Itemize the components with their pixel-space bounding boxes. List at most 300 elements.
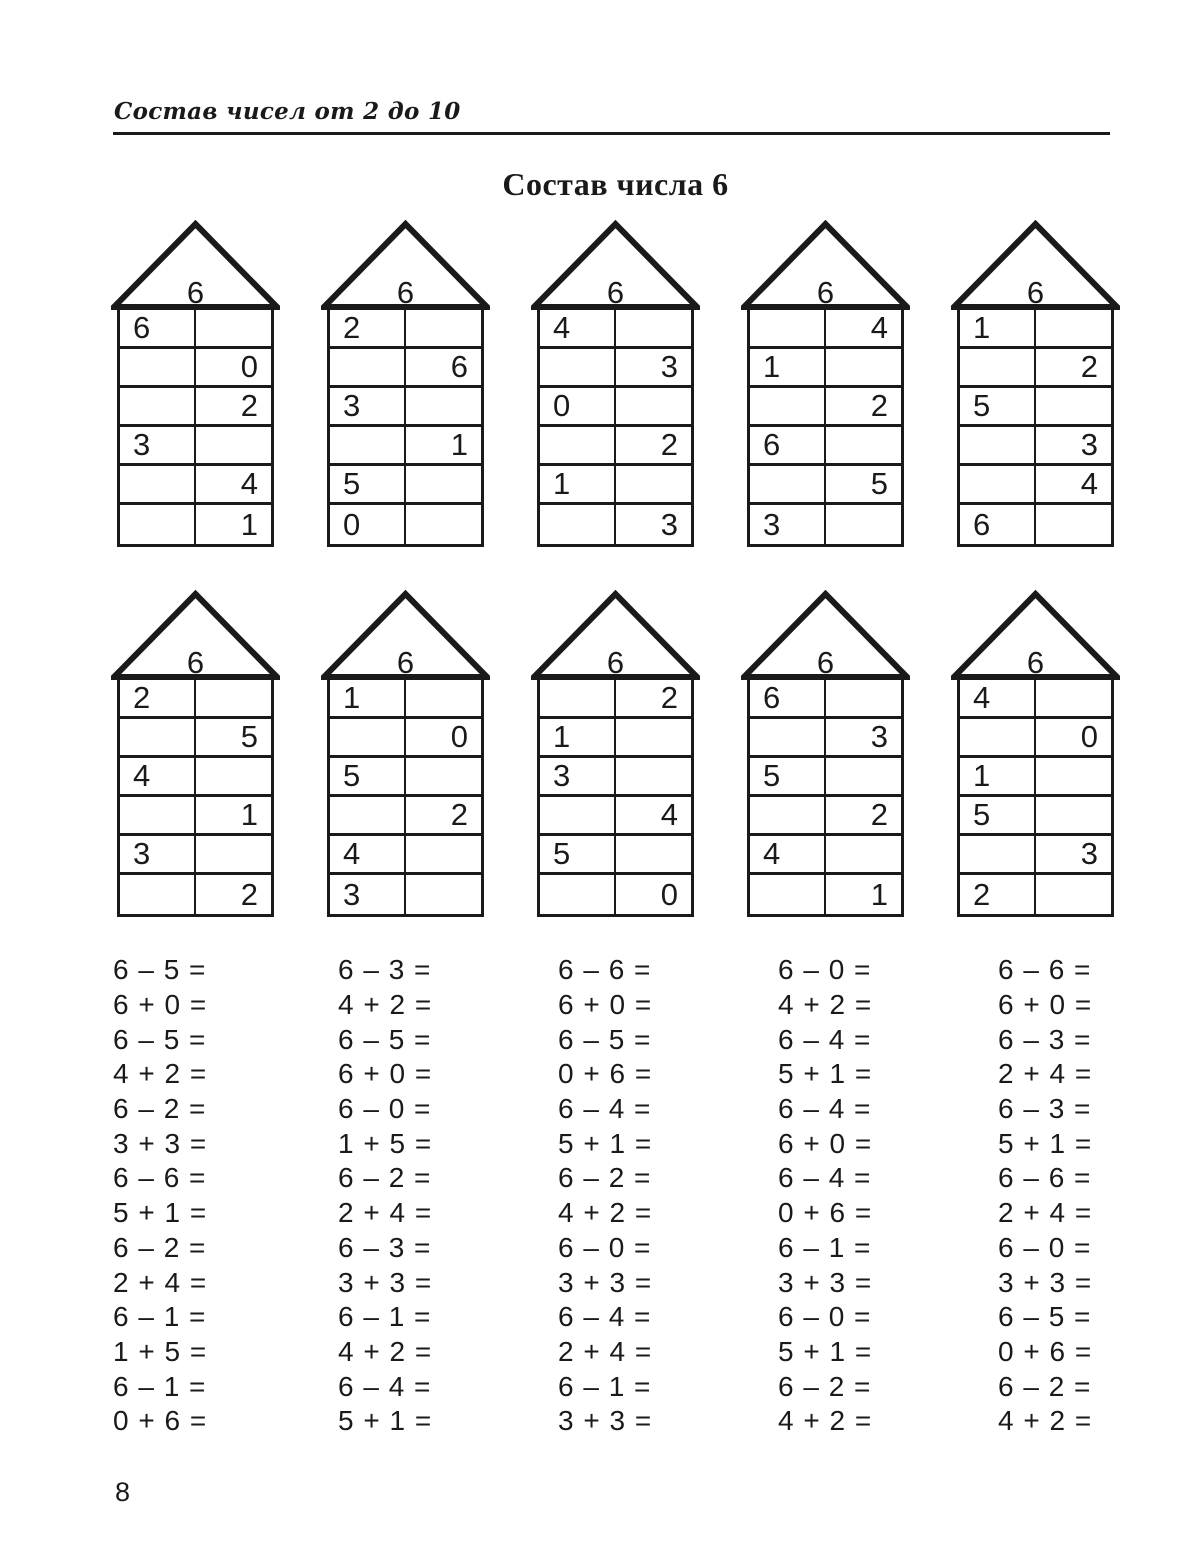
house-row — [330, 875, 481, 914]
cell-number: 5 — [343, 466, 361, 501]
cell-number: 2 — [870, 388, 888, 423]
answer-cell-blank[interactable] — [406, 388, 482, 424]
exercise-line: 4 + 2 = — [778, 989, 872, 1021]
cell-number: 1 — [240, 506, 258, 542]
exercise-line: 6 + 0 = — [338, 1058, 432, 1090]
answer-cell-blank[interactable] — [120, 719, 196, 755]
answer-cell-blank[interactable] — [960, 719, 1036, 755]
answer-cell-blank[interactable] — [120, 388, 196, 424]
cell-number: 2 — [240, 876, 258, 912]
house-body — [117, 310, 274, 547]
number-house — [747, 590, 904, 917]
house-row — [330, 758, 481, 797]
house-row — [120, 680, 271, 719]
house-cell-number — [406, 427, 482, 463]
house-cell-number — [196, 875, 272, 914]
exercise-column — [338, 953, 468, 1439]
house-cell-number — [1036, 349, 1112, 385]
house-row — [120, 758, 271, 797]
house-row — [330, 680, 481, 719]
house-row — [750, 875, 901, 914]
house-row — [750, 758, 901, 797]
exercise-line: 6 – 4 = — [558, 1301, 651, 1333]
house-cell-number — [330, 680, 406, 716]
exercise-line: 3 + 3 = — [558, 1405, 652, 1437]
exercise-line: 6 – 6 = — [998, 954, 1091, 986]
house-cell-number — [960, 505, 1036, 544]
cell-number: 6 — [763, 680, 781, 715]
house-cell-number — [616, 797, 692, 833]
house-row — [120, 719, 271, 758]
exercise-line: 6 – 0 = — [778, 954, 871, 986]
house-cell-number — [406, 797, 482, 833]
answer-cell-blank[interactable] — [1036, 388, 1112, 424]
exercise-line: 6 – 1 = — [778, 1231, 871, 1263]
house-body — [747, 310, 904, 547]
house-cell-number — [616, 680, 692, 716]
exercise-line: 6 – 6 = — [998, 1162, 1091, 1194]
cell-number: 6 — [973, 506, 991, 542]
answer-cell-blank[interactable] — [406, 836, 482, 872]
house-row — [750, 466, 901, 505]
cell-number: 2 — [1080, 349, 1098, 384]
house-row — [120, 427, 271, 466]
cell-number: 2 — [240, 388, 258, 423]
cell-number: 4 — [133, 758, 151, 793]
house-roof — [951, 590, 1120, 680]
house-row — [120, 349, 271, 388]
house-cell-number — [1036, 836, 1112, 872]
answer-cell-blank[interactable] — [616, 466, 692, 502]
cell-number: 5 — [870, 466, 888, 501]
answer-cell-blank[interactable] — [750, 875, 826, 914]
house-row — [120, 797, 271, 836]
answer-cell-blank[interactable] — [540, 797, 616, 833]
cell-number: 3 — [343, 876, 361, 912]
exercise-line: 3 + 3 = — [778, 1266, 872, 1298]
cell-number: 4 — [240, 466, 258, 501]
exercise-line: 0 + 6 = — [558, 1058, 652, 1090]
exercise-line: 6 – 4 = — [338, 1370, 431, 1402]
cell-number: 0 — [660, 876, 678, 912]
house-cell-number — [196, 388, 272, 424]
answer-cell-blank[interactable] — [406, 310, 482, 346]
house-cell-number — [616, 875, 692, 914]
exercise-column — [998, 953, 1128, 1439]
house-cell-number — [330, 758, 406, 794]
house-row — [960, 875, 1111, 914]
house-row — [750, 349, 901, 388]
roof-number: 6 — [816, 645, 835, 680]
answer-cell-blank[interactable] — [616, 836, 692, 872]
exercise-line: 4 + 2 = — [338, 1335, 432, 1367]
exercise-line: 3 + 3 = — [113, 1127, 207, 1159]
cell-number: 5 — [763, 758, 781, 793]
exercise-line: 6 – 4 = — [778, 1162, 871, 1194]
answer-cell-blank[interactable] — [330, 719, 406, 755]
house-row — [750, 310, 901, 349]
answer-cell-blank[interactable] — [750, 719, 826, 755]
house-row — [750, 719, 901, 758]
house-row — [540, 310, 691, 349]
answer-cell-blank[interactable] — [196, 758, 272, 794]
house-body — [327, 310, 484, 547]
house-row — [540, 719, 691, 758]
house-row — [330, 388, 481, 427]
answer-cell-blank[interactable] — [196, 680, 272, 716]
roof-number: 6 — [606, 645, 625, 680]
roof-number: 6 — [606, 275, 625, 310]
house-cell-number — [406, 719, 482, 755]
house-row — [540, 836, 691, 875]
exercise-line: 1 + 5 = — [338, 1127, 432, 1159]
house-cell-number — [826, 875, 902, 914]
exercise-line: 4 + 2 = — [558, 1197, 652, 1229]
answer-cell-blank[interactable] — [960, 836, 1036, 872]
exercise-line: 6 – 5 = — [113, 1023, 206, 1055]
page-title: Состав числа 6 — [502, 166, 729, 202]
exercise-line: 6 – 4 = — [778, 1023, 871, 1055]
cell-number: 2 — [870, 797, 888, 832]
house-row — [960, 505, 1111, 544]
exercise-line: 6 – 3 = — [338, 1231, 431, 1263]
cell-number: 4 — [553, 310, 571, 345]
answer-cell-blank[interactable] — [120, 875, 196, 914]
house-cell-number — [540, 466, 616, 502]
number-house — [747, 220, 904, 547]
exercise-line: 4 + 2 = — [778, 1405, 872, 1437]
house-row — [960, 680, 1111, 719]
answer-cell-blank[interactable] — [616, 719, 692, 755]
house-cell-number — [196, 505, 272, 544]
exercise-line: 6 – 2 = — [113, 1231, 206, 1263]
answer-cell-blank[interactable] — [616, 310, 692, 346]
house-row — [120, 875, 271, 914]
answer-cell-blank[interactable] — [826, 836, 902, 872]
house-cell-number — [826, 719, 902, 755]
answer-cell-blank[interactable] — [960, 466, 1036, 502]
exercise-line: 4 + 2 = — [998, 1405, 1092, 1437]
exercise-line: 6 – 1 = — [113, 1301, 206, 1333]
answer-cell-blank[interactable] — [120, 349, 196, 385]
answer-cell-blank[interactable] — [750, 797, 826, 833]
exercise-line: 6 – 5 = — [113, 954, 206, 986]
house-body — [957, 310, 1114, 547]
exercise-line: 6 – 0 = — [558, 1231, 651, 1263]
house-row — [540, 797, 691, 836]
page-number: 8 — [115, 1477, 131, 1507]
cell-number: 6 — [133, 310, 151, 345]
house-cell-number — [120, 310, 196, 346]
answer-cell-blank[interactable] — [826, 505, 902, 544]
exercise-line: 6 + 0 = — [558, 989, 652, 1021]
cell-number: 5 — [240, 719, 258, 754]
house-cell-number — [826, 310, 902, 346]
house-roof — [111, 590, 280, 680]
exercise-line: 3 + 3 = — [558, 1266, 652, 1298]
answer-cell-blank[interactable] — [120, 466, 196, 502]
cell-number: 3 — [133, 836, 151, 871]
exercise-line: 6 – 2 = — [558, 1162, 651, 1194]
answer-cell-blank[interactable] — [826, 349, 902, 385]
answer-cell-blank[interactable] — [196, 310, 272, 346]
house-cell-number — [330, 310, 406, 346]
exercise-line: 6 – 0 = — [778, 1301, 871, 1333]
house-cell-number — [826, 388, 902, 424]
house-row — [960, 310, 1111, 349]
number-house — [537, 220, 694, 547]
house-row — [540, 466, 691, 505]
exercise-line: 2 + 4 = — [998, 1058, 1092, 1090]
number-house — [957, 590, 1114, 917]
answer-cell-blank[interactable] — [750, 310, 826, 346]
answer-cell-blank[interactable] — [406, 505, 482, 544]
cell-number: 3 — [343, 388, 361, 423]
exercise-line: 3 + 3 = — [998, 1266, 1092, 1298]
exercise-line: 5 + 1 = — [338, 1405, 432, 1437]
number-house — [117, 220, 274, 547]
house-cell-number — [196, 719, 272, 755]
answer-cell-blank[interactable] — [616, 388, 692, 424]
answer-cell-blank[interactable] — [960, 349, 1036, 385]
roof-number: 6 — [396, 645, 415, 680]
cell-number: 5 — [553, 836, 571, 871]
house-cell-number — [120, 680, 196, 716]
house-roof — [741, 590, 910, 680]
answer-cell-blank[interactable] — [540, 505, 616, 544]
house-cell-number — [540, 836, 616, 872]
house-cell-number — [750, 758, 826, 794]
exercise-line: 2 + 4 = — [998, 1197, 1092, 1229]
house-row — [330, 349, 481, 388]
house-cell-number — [196, 349, 272, 385]
answer-cell-blank[interactable] — [540, 427, 616, 463]
roof-number: 6 — [396, 275, 415, 310]
cell-number: 3 — [763, 506, 781, 542]
exercise-line: 6 + 0 = — [998, 989, 1092, 1021]
house-cell-number — [616, 505, 692, 544]
cell-number: 0 — [1080, 719, 1098, 754]
house-cell-number — [960, 797, 1036, 833]
house-cell-number — [960, 758, 1036, 794]
cell-number: 2 — [660, 427, 678, 462]
answer-cell-blank[interactable] — [120, 505, 196, 544]
cell-number: 0 — [553, 388, 571, 423]
house-row — [750, 388, 901, 427]
answer-cell-blank[interactable] — [330, 797, 406, 833]
exercise-line: 6 – 1 = — [338, 1301, 431, 1333]
answer-cell-blank[interactable] — [406, 466, 482, 502]
cell-number: 2 — [660, 680, 678, 715]
exercise-line: 2 + 4 = — [113, 1266, 207, 1298]
answer-cell-blank[interactable] — [750, 466, 826, 502]
exercise-line: 6 – 5 = — [558, 1023, 651, 1055]
exercise-line: 6 – 4 = — [558, 1093, 651, 1125]
answer-cell-blank[interactable] — [406, 875, 482, 914]
exercise-line: 6 – 1 = — [558, 1370, 651, 1402]
house-row — [330, 427, 481, 466]
running-head: Состав чисел от 2 до 10 — [114, 98, 461, 125]
exercise-line: 5 + 1 = — [778, 1058, 872, 1090]
roof-number: 6 — [1026, 275, 1045, 310]
house-row — [540, 758, 691, 797]
number-house — [327, 220, 484, 547]
house-row — [750, 797, 901, 836]
exercise-line: 2 + 4 = — [558, 1335, 652, 1367]
house-roof — [321, 590, 490, 680]
exercise-line: 2 + 4 = — [338, 1197, 432, 1229]
house-row — [540, 505, 691, 544]
house-row — [960, 797, 1111, 836]
house-row — [750, 427, 901, 466]
cell-number: 4 — [870, 310, 888, 345]
house-body — [117, 680, 274, 917]
house-row — [540, 388, 691, 427]
house-cell-number — [750, 505, 826, 544]
house-row — [540, 680, 691, 719]
exercise-line: 3 + 3 = — [338, 1266, 432, 1298]
cell-number: 2 — [450, 797, 468, 832]
house-roof — [111, 220, 280, 310]
answer-cell-blank[interactable] — [540, 680, 616, 716]
house-cell-number — [120, 836, 196, 872]
house-row — [960, 427, 1111, 466]
answer-cell-blank[interactable] — [1036, 875, 1112, 914]
cell-number: 3 — [1080, 836, 1098, 871]
cell-number: 6 — [763, 427, 781, 462]
answer-cell-blank[interactable] — [826, 427, 902, 463]
cell-number: 1 — [450, 427, 468, 462]
house-row — [120, 310, 271, 349]
cell-number: 1 — [553, 719, 571, 754]
cell-number: 0 — [240, 349, 258, 384]
cell-number: 4 — [343, 836, 361, 871]
house-cell-number — [330, 836, 406, 872]
exercise-line: 6 – 5 = — [338, 1023, 431, 1055]
cell-number: 3 — [553, 758, 571, 793]
answer-cell-blank[interactable] — [616, 758, 692, 794]
cell-number: 1 — [343, 680, 361, 715]
answer-cell-blank[interactable] — [540, 349, 616, 385]
answer-cell-blank[interactable] — [406, 680, 482, 716]
answer-cell-blank[interactable] — [330, 427, 406, 463]
house-row — [330, 719, 481, 758]
cell-number: 1 — [763, 349, 781, 384]
cell-number: 4 — [973, 680, 991, 715]
exercise-line: 1 + 5 = — [113, 1335, 207, 1367]
exercise-line: 5 + 1 = — [998, 1127, 1092, 1159]
exercise-line: 6 – 3 = — [998, 1023, 1091, 1055]
cell-number: 1 — [870, 876, 888, 912]
house-row — [960, 349, 1111, 388]
cell-number: 0 — [343, 506, 361, 542]
house-cell-number — [406, 349, 482, 385]
answer-cell-blank[interactable] — [960, 427, 1036, 463]
cell-number: 2 — [973, 876, 991, 912]
house-row — [330, 310, 481, 349]
number-house — [537, 590, 694, 917]
exercise-column — [558, 953, 688, 1439]
number-house — [327, 590, 484, 917]
house-row — [960, 758, 1111, 797]
cell-number: 5 — [973, 388, 991, 423]
exercise-column — [113, 953, 243, 1439]
house-cell-number — [196, 466, 272, 502]
house-roof — [951, 220, 1120, 310]
house-cell-number — [826, 466, 902, 502]
cell-number: 4 — [763, 836, 781, 871]
house-row — [540, 427, 691, 466]
answer-cell-blank[interactable] — [750, 388, 826, 424]
answer-cell-blank[interactable] — [826, 680, 902, 716]
house-roof — [531, 590, 700, 680]
house-cell-number — [196, 797, 272, 833]
answer-cell-blank[interactable] — [1036, 797, 1112, 833]
house-cell-number — [330, 466, 406, 502]
exercises-section — [0, 953, 1193, 1443]
house-cell-number — [960, 388, 1036, 424]
house-cell-number — [1036, 466, 1112, 502]
answer-cell-blank[interactable] — [1036, 310, 1112, 346]
exercise-line: 5 + 1 = — [778, 1335, 872, 1367]
answer-cell-blank[interactable] — [406, 758, 482, 794]
exercise-line: 6 – 4 = — [778, 1093, 871, 1125]
cell-number: 2 — [133, 680, 151, 715]
exercise-line: 6 – 5 = — [998, 1301, 1091, 1333]
cell-number: 5 — [343, 758, 361, 793]
houses-row-top — [117, 220, 1114, 547]
cell-number: 1 — [973, 758, 991, 793]
cell-number: 6 — [450, 349, 468, 384]
house-cell-number — [120, 427, 196, 463]
exercise-line: 6 – 6 = — [113, 1162, 206, 1194]
answer-cell-blank[interactable] — [540, 875, 616, 914]
house-row — [750, 680, 901, 719]
house-cell-number — [540, 758, 616, 794]
cell-number: 3 — [1080, 427, 1098, 462]
house-cell-number — [330, 505, 406, 544]
house-row — [120, 388, 271, 427]
house-body — [537, 310, 694, 547]
house-row — [960, 836, 1111, 875]
house-row — [120, 466, 271, 505]
answer-cell-blank[interactable] — [1036, 505, 1112, 544]
house-cell-number — [750, 836, 826, 872]
answer-cell-blank[interactable] — [196, 836, 272, 872]
house-cell-number — [960, 310, 1036, 346]
house-body — [537, 680, 694, 917]
answer-cell-blank[interactable] — [330, 349, 406, 385]
house-cell-number — [540, 388, 616, 424]
answer-cell-blank[interactable] — [826, 758, 902, 794]
answer-cell-blank[interactable] — [1036, 680, 1112, 716]
house-cell-number — [750, 427, 826, 463]
answer-cell-blank[interactable] — [196, 427, 272, 463]
answer-cell-blank[interactable] — [1036, 758, 1112, 794]
house-cell-number — [330, 388, 406, 424]
house-cell-number — [960, 680, 1036, 716]
house-row — [330, 505, 481, 544]
house-cell-number — [616, 427, 692, 463]
exercise-line: 6 + 0 = — [113, 989, 207, 1021]
house-cell-number — [960, 875, 1036, 914]
answer-cell-blank[interactable] — [120, 797, 196, 833]
exercise-column — [778, 953, 908, 1439]
exercise-line: 0 + 6 = — [998, 1335, 1092, 1367]
exercise-line: 6 – 6 = — [558, 954, 651, 986]
house-cell-number — [616, 349, 692, 385]
roof-number: 6 — [186, 275, 205, 310]
